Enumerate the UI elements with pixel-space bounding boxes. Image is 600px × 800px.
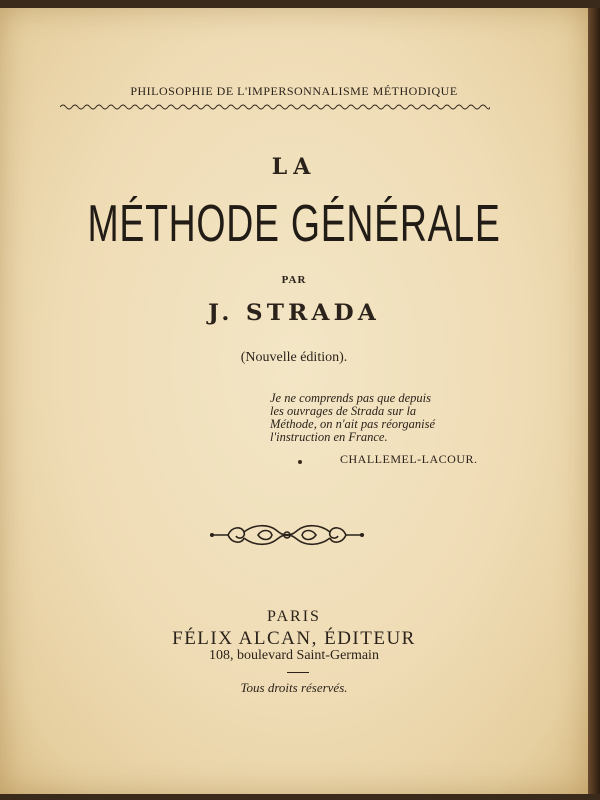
author-name: J. STRADA [208, 300, 380, 326]
epigraph-attribution: CHALLEMEL-LACOUR. [340, 452, 478, 466]
wavy-rule [60, 102, 490, 112]
publisher-address: 108, boulevard Saint-Germain [209, 648, 379, 663]
edition-note: (Nouvelle édition). [240, 350, 348, 365]
short-rule [287, 672, 309, 673]
epigraph [270, 392, 490, 444]
epigraph-line: Je ne comprends pas que depuis [270, 391, 431, 405]
epigraph-line: les ouvrages de Strada sur la [270, 404, 417, 418]
ink-speck [298, 460, 302, 464]
publisher-name: FÉLIX ALCAN, ÉDITEUR [172, 628, 416, 649]
epigraph-line: Méthode, on n'ait pas réorganisé [270, 417, 436, 431]
rights-notice: Tous droits réservés. [240, 680, 348, 695]
main-title: MÉTHODE GÉNÉRALE [87, 195, 501, 253]
title-page [0, 8, 588, 794]
epigraph-line: l'instruction en France. [270, 430, 388, 444]
title-article: LA [271, 154, 317, 180]
by-line: PAR [281, 274, 307, 286]
scroll-ornament [208, 520, 366, 550]
series-title: PHILOSOPHIE DE L'IMPERSONNALISME MÉTHODIQUE [130, 84, 458, 98]
imprint-city: PARIS [267, 608, 321, 625]
